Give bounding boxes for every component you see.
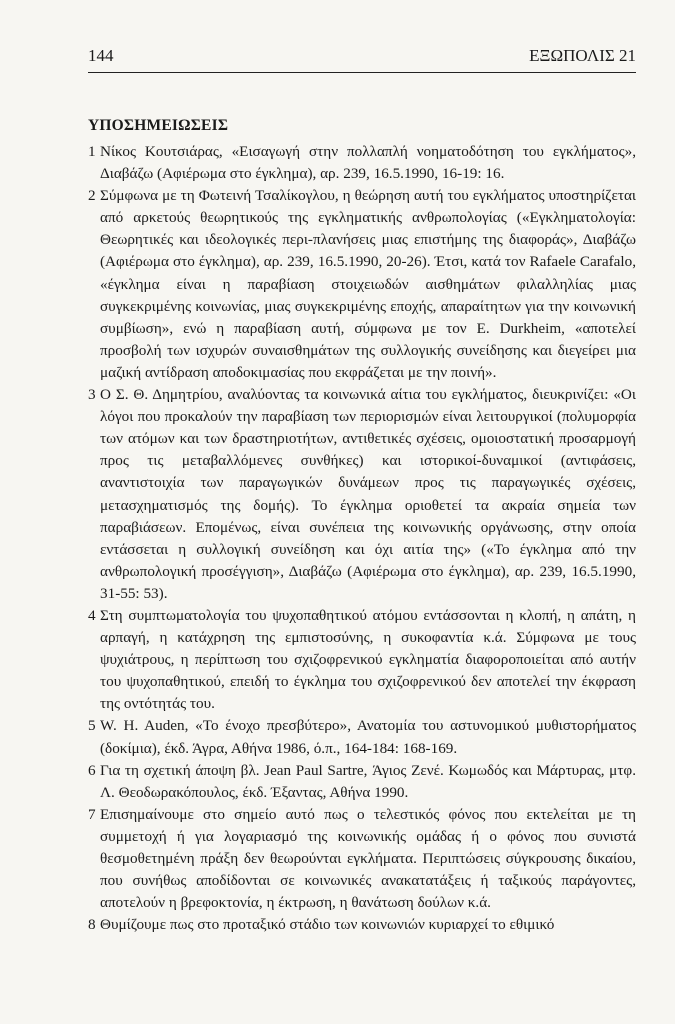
footnote-text: Για τη σχετική άποψη βλ. Jean Paul Sartre, Άγιος Ζενέ. Κωμωδός και Μάρτυρας, μτφ. Λ. Θεοδωρακόπουλος, έκδ. Έξαντας, Αθήνα 1990. (100, 761, 636, 801)
footnote-text: Στη συμπτωματολογία του ψυχοπαθητικού ατόμου εντάσσονται η κλοπή, η απάτη, η αρπαγή, η κατάχρηση της εμπιστοσύνης, η συκοφαντία κ.ά. Σύμφωνα με τους ψυχιάτρους, η περίπτωση του σχιζοφρενικού εγκληματία διαφοροποιείται από αυτήν του ψυχοπαθητικού, επειδή το έγκλημα του σχιζοφρενικού δεν αποτελεί την έκφραση της οντότητάς του. (100, 606, 636, 713)
footnote-6 (88, 760, 636, 804)
footnote-text: Ο Σ. Θ. Δημητρίου, αναλύοντας τα κοινωνικά αίτια του εγκλήματος, διευκρινίζει: «Οι λόγοι που προκαλούν την παραβίαση των περιορισμών είναι λειτουργικοί (πολυμορφία των ατόμων και των δραστηριοτήτων, αντιθετικές σχέσεις, ομοιοστατική προσαρμογή προς τις μεταβαλλόμενες συνθήκες) και ιστορικοί-δυναμικοί (αντιφάσεις, αναντιστοιχία των παραγωγικών δυνάμεων προς τις παραγωγικές σχέσεις, μετασχηματισμός της δομής). Το έγκλημα οριοθετεί τα ακραία σημεία των παραβιάσεων. Επομένως, είναι συνέπεια της κοινωνικής οργάνωσης, στην οποία εντάσσεται η συλλογική συνείδηση και όχι αιτία της» («Το έγκλημα από την ανθρωπολογική προσέγγιση», Διαβάζω (Αφιέρωμα στο έγκλημα), αρ. 239, 16.5.1990, 31-55: 53). (100, 386, 636, 602)
footnote-number: 8 (88, 916, 96, 934)
footnote-4 (88, 605, 636, 715)
footnote-text: Σύμφωνα με τη Φωτεινή Τσαλίκογλου, η θεώρηση αυτή του εγκλήματος υποστηρίζεται από αρκετούς θεωρητικούς της εγκληματικής ανθρωπολογίας («Εγκληματολογία: Θεωρητικές και ιδεολογικές περι-πλανήσεις μιας επιστήμης της διαφοράς», Διαβάζω (Αφιέρωμα στο έγκλημα), αρ. 239, 16.5.1990, 20-26). Έτσι, κατά τον Rafaele Carafalo, «έγκλημα είναι η παραβίαση στοιχειωδών αισθημάτων φιλαλληλίας μιας συγκεκριμένης κοινωνίας, μιας συγκεκριμένης εποχής, απαραίτητων για την κοινωνική συμβίωση», ενώ η παραβίαση αυτή, σύμφωνα με τον E. Durkheim, «αποτελεί προσβολή των ισχυρών συναισθημάτων της συλλογικής συνείδησης και διεγείρει μια μαζική αντίδραση αποδοκιμασίας που εκφράζεται με την ποινή». (100, 187, 636, 381)
footnote-number: 3 (88, 386, 96, 404)
journal-title: ΕΞΩΠΟΛΙΣ 21 (529, 46, 636, 65)
footnote-number: 5 (88, 717, 96, 735)
footnote-number: 1 (88, 143, 96, 160)
footnote-number: 7 (88, 805, 96, 823)
footnote-text: Νίκος Κουτσιάρας, «Εισαγωγή στην πολλαπλή νοηματοδότηση του εγκλήματος», Διαβάζω (Αφιέρωμα στο έγκλημα), αρ. 239, 16.5.1990, 16-19: 16. (100, 143, 636, 183)
footnote-7 (88, 804, 636, 914)
footnote-1 (88, 141, 636, 185)
footnote-text: Θυμίζουμε πως στο προταξικό στάδιο των κοινωνιών κυριαρχεί το εθιμικό (100, 916, 555, 934)
footnote-2 (88, 185, 636, 384)
footnote-8 (88, 914, 636, 936)
footnotes-list (88, 141, 636, 936)
footnote-5 (88, 715, 636, 759)
page (88, 44, 636, 936)
section-title: ΥΠΟΣΗΜΕΙΩΣΕΙΣ (88, 117, 229, 134)
footnote-3 (88, 384, 636, 605)
footnote-number: 2 (88, 187, 96, 205)
footnote-number: 6 (88, 761, 96, 779)
running-header (88, 44, 636, 73)
footnote-number: 4 (88, 606, 96, 624)
footnote-text: W. H. Auden, «Το ένοχο πρεσβύτερο», Ανατομία του αστυνομικού μυθιστορήματος (δοκίμια), έκδ. Άγρα, Αθήνα 1986, ό.π., 164-184: 168-169. (100, 717, 636, 757)
page-number: 144 (88, 46, 114, 65)
footnote-text: Επισημαίνουμε στο σημείο αυτό πως ο τελεστικός φόνος που εκτελείται με τη συμμετοχή ή για λογαριασμό της κοινωνικής ομάδας ή ο φόνος που συνιστά θεσμοθετημένη πράξη δεν θεωρούνται εγκλήματα. Περιπτώσεις σύγκρουσης δικαίου, που συνήθως αποδίδονται σε κοινωνικές ανακατατάξεις ή ταξικούς παράγοντες, αποτελούν η βρεφοκτονία, η έκτρωση, η θανάτωση δούλων κ.ά. (100, 805, 636, 912)
